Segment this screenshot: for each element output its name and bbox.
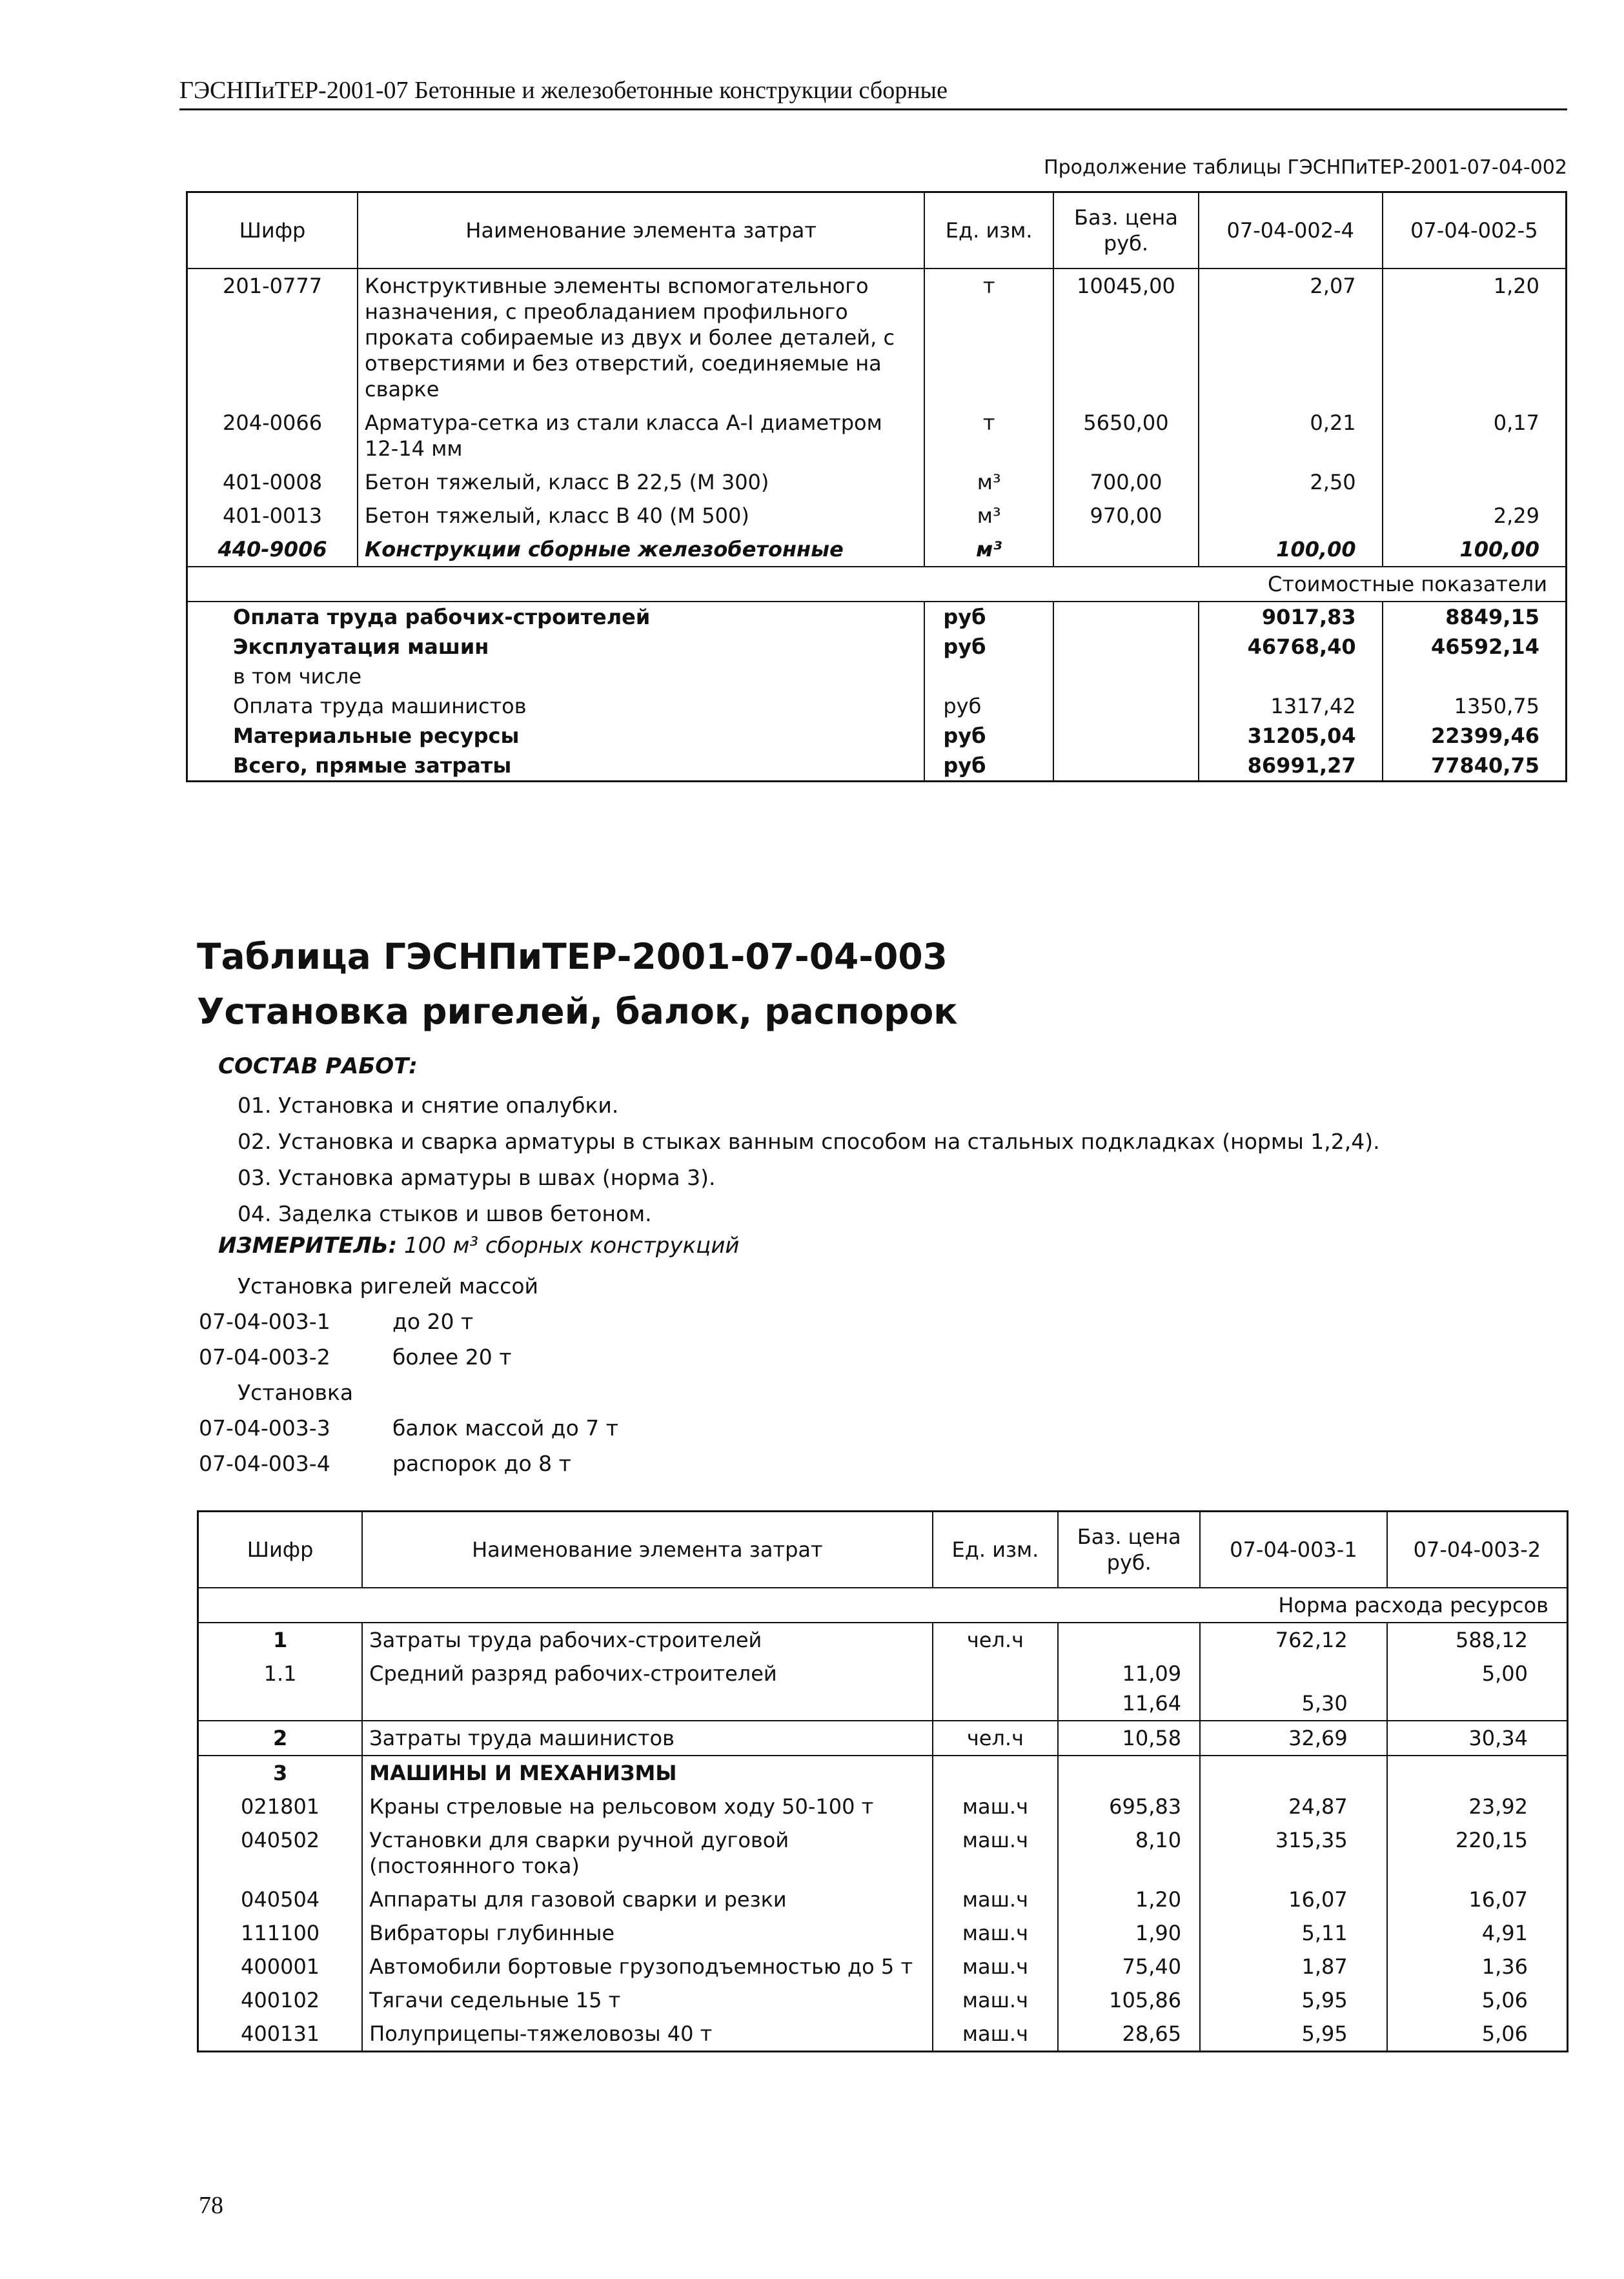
table-cell: 100,00 <box>1199 532 1383 567</box>
table-cell: 1 <box>198 1623 363 1657</box>
code-row <box>199 1304 618 1339</box>
summary-row <box>187 662 1567 691</box>
table-cell: 5,06 <box>1387 2017 1568 2052</box>
table-cell <box>1199 662 1383 691</box>
norm-codes <box>199 1268 618 1481</box>
column-header: Баз. цена руб. <box>1058 1512 1200 1588</box>
table-cell: в том числе <box>187 662 925 691</box>
table-cell: Материальные ресурсы <box>187 721 925 751</box>
table-cell: 588,12 <box>1387 1623 1568 1657</box>
table-cell: 040504 <box>198 1883 363 1916</box>
table-cell: 1,87 <box>1200 1950 1387 1983</box>
table-cell: 3 <box>198 1756 363 1790</box>
code-row <box>199 1339 618 1375</box>
page-number: 78 <box>199 2192 223 2219</box>
table-cell <box>1383 662 1567 691</box>
table-cell: 5,00 <box>1387 1657 1568 1690</box>
table-cell: 23,92 <box>1387 1790 1568 1823</box>
table-continuation-note: Продолжение таблицы ГЭСНПиТЕР-2001-07-04-002 <box>1044 156 1567 179</box>
table-cell: маш.ч <box>933 2017 1059 2052</box>
table-row <box>198 1983 1568 2017</box>
table-cell: Бетон тяжелый, класс В 22,5 (М 300) <box>358 465 924 499</box>
table-cell <box>933 1756 1059 1790</box>
table-cell: руб <box>924 691 1053 721</box>
table-cell <box>1058 1623 1200 1657</box>
table-cell: руб <box>924 632 1053 662</box>
table-cell <box>198 1690 363 1721</box>
table-cell: Оплата труда рабочих-строителей <box>187 602 925 632</box>
table-row <box>198 1657 1568 1690</box>
work-item: 02. Установка и сварка арматуры в стыках ванным способом на стальных подкладках (нормы 1,2,4). <box>238 1129 1380 1154</box>
table-cell: 22399,46 <box>1383 721 1567 751</box>
table-cell <box>1387 1756 1568 1790</box>
table-cell: 77840,75 <box>1383 751 1567 782</box>
measure-unit <box>218 1233 740 1259</box>
table-cell: маш.ч <box>933 1983 1059 2017</box>
table-cell: 16,07 <box>1200 1883 1387 1916</box>
table-cell: Стоимостные показатели <box>187 567 1567 602</box>
table-cell <box>1387 1690 1568 1721</box>
table-row <box>198 1623 1568 1657</box>
table-cell: 5,95 <box>1200 1983 1387 2017</box>
table-cell <box>1053 632 1199 662</box>
norm-description: до 20 т <box>392 1309 474 1334</box>
table-cell: 401-0008 <box>187 465 358 499</box>
summary-row <box>187 602 1567 632</box>
table-cell: 9017,83 <box>1199 602 1383 632</box>
table-cell: Полуприцепы-тяжеловозы 40 т <box>362 2017 932 2052</box>
work-item: 04. Заделка стыков и швов бетоном. <box>238 1201 652 1226</box>
table-cell: 11,64 <box>1058 1690 1200 1721</box>
table-cell: 46592,14 <box>1383 632 1567 662</box>
table-row <box>187 406 1567 465</box>
column-header: Наименование элемента затрат <box>362 1512 932 1588</box>
table-row <box>187 268 1567 406</box>
column-header: Наименование элемента затрат <box>358 192 924 269</box>
table-cell: 400001 <box>198 1950 363 1983</box>
work-item: 01. Установка и снятие опалубки. <box>238 1093 619 1118</box>
resource-table-003 <box>197 1510 1568 2052</box>
summary-row <box>187 751 1567 782</box>
works-list <box>238 1088 1380 1232</box>
table-cell: маш.ч <box>933 1823 1059 1883</box>
column-header: Баз. цена руб. <box>1053 192 1199 269</box>
table-cell: 16,07 <box>1387 1883 1568 1916</box>
table-cell: Тягачи седельные 15 т <box>362 1983 932 2017</box>
table-header-row <box>187 192 1567 269</box>
table-cell: Всего, прямые затраты <box>187 751 925 782</box>
works-heading: СОСТАВ РАБОТ: <box>218 1053 418 1079</box>
table-header-row <box>198 1512 1568 1588</box>
table-cell: 204-0066 <box>187 406 358 465</box>
column-header: 07-04-003-2 <box>1387 1512 1568 1588</box>
table-cell: 5,95 <box>1200 2017 1387 2052</box>
table-row <box>198 1823 1568 1883</box>
summary-row <box>187 721 1567 751</box>
table-title: Таблица ГЭСНПиТЕР-2001-07-04-003 <box>197 936 948 977</box>
table-cell <box>1053 662 1199 691</box>
table-cell: руб <box>924 602 1053 632</box>
table-cell <box>362 1690 932 1721</box>
section-row <box>198 1588 1568 1623</box>
table-cell: м³ <box>924 532 1053 567</box>
table-cell: 100,00 <box>1383 532 1567 567</box>
column-header: Ед. изм. <box>924 192 1053 269</box>
measure-value: 100 м³ сборных конструкций <box>404 1233 740 1259</box>
table-cell: 401-0013 <box>187 499 358 532</box>
table-cell: 46768,40 <box>1199 632 1383 662</box>
table-cell: Бетон тяжелый, класс В 40 (М 500) <box>358 499 924 532</box>
table-cell: 5,06 <box>1387 1983 1568 2017</box>
table-row <box>198 1790 1568 1823</box>
table-row <box>198 1721 1568 1756</box>
column-header: 07-04-002-4 <box>1199 192 1383 269</box>
table-cell <box>1200 1657 1387 1690</box>
column-header: 07-04-002-5 <box>1383 192 1567 269</box>
summary-row <box>187 632 1567 662</box>
table-row <box>187 532 1567 567</box>
table-cell: 700,00 <box>1053 465 1199 499</box>
table-row <box>198 1756 1568 1790</box>
table-row <box>198 2017 1568 2052</box>
column-header: Шифр <box>198 1512 363 1588</box>
table-cell: 5,11 <box>1200 1916 1387 1950</box>
table-cell: Затраты труда рабочих-строителей <box>362 1623 932 1657</box>
table-cell: 5,30 <box>1200 1690 1387 1721</box>
table-cell: 10045,00 <box>1053 268 1199 406</box>
table-cell: 2 <box>198 1721 363 1756</box>
column-header: Шифр <box>187 192 358 269</box>
norm-code: 07-04-003-2 <box>199 1344 330 1370</box>
work-item: 03. Установка арматуры в швах (норма 3). <box>238 1165 716 1190</box>
table-cell: 315,35 <box>1200 1823 1387 1883</box>
norm-description: более 20 т <box>392 1344 512 1370</box>
table-cell: т <box>924 406 1053 465</box>
table-cell: 2,29 <box>1383 499 1567 532</box>
table-cell: Установки для сварки ручной дуговой (постоянного тока) <box>362 1823 932 1883</box>
table-cell: Краны стреловые на рельсовом ходу 50-100 т <box>362 1790 932 1823</box>
table-cell <box>1383 465 1567 499</box>
table-cell: маш.ч <box>933 1790 1059 1823</box>
table-cell: м³ <box>924 499 1053 532</box>
table-cell: 8849,15 <box>1383 602 1567 632</box>
table-cell: МАШИНЫ И МЕХАНИЗМЫ <box>362 1756 932 1790</box>
table-cell: 11,09 <box>1058 1657 1200 1690</box>
table-cell: 5650,00 <box>1053 406 1199 465</box>
table-cell: маш.ч <box>933 1916 1059 1950</box>
column-header: Ед. изм. <box>933 1512 1059 1588</box>
norm-description: распорок до 8 т <box>392 1451 571 1476</box>
table-cell <box>933 1657 1059 1690</box>
table-cell: маш.ч <box>933 1883 1059 1916</box>
table-cell: 1.1 <box>198 1657 363 1690</box>
table-cell: 86991,27 <box>1199 751 1383 782</box>
table-cell <box>924 662 1053 691</box>
table-cell: 440-9006 <box>187 532 358 567</box>
table-cell: 28,65 <box>1058 2017 1200 2052</box>
table-cell <box>933 1690 1059 1721</box>
table-cell: 695,83 <box>1058 1790 1200 1823</box>
table-cell: 1,20 <box>1383 268 1567 406</box>
table-cell: 8,10 <box>1058 1823 1200 1883</box>
table-cell: Конструктивные элементы вспомогательного назначения, с преобладанием профильного проката собираемые из двух и более деталей, с отверстиями и без отверстий, соединяемые на сварке <box>358 268 924 406</box>
table-cell <box>1199 499 1383 532</box>
table-cell: 2,50 <box>1199 465 1383 499</box>
table-cell: 040502 <box>198 1823 363 1883</box>
table-cell: руб <box>924 721 1053 751</box>
table-cell: чел.ч <box>933 1721 1059 1756</box>
table-cell: Автомобили бортовые грузоподъемностью до 5 т <box>362 1950 932 1983</box>
table-cell: 4,91 <box>1387 1916 1568 1950</box>
table-cell: 0,21 <box>1199 406 1383 465</box>
table-cell: Оплата труда машинистов <box>187 691 925 721</box>
table-subtitle: Установка ригелей, балок, распорок <box>197 991 958 1032</box>
table-cell: 31205,04 <box>1199 721 1383 751</box>
table-cell: 105,86 <box>1058 1983 1200 2017</box>
table-cell: 400131 <box>198 2017 363 2052</box>
section-row <box>187 567 1567 602</box>
table-cell: маш.ч <box>933 1950 1059 1983</box>
table-cell: чел.ч <box>933 1623 1059 1657</box>
table-cell: 220,15 <box>1387 1823 1568 1883</box>
table-cell <box>1200 1756 1387 1790</box>
table-row <box>198 1950 1568 1983</box>
table-cell: Норма расхода ресурсов <box>198 1588 1568 1623</box>
table-cell: 1350,75 <box>1383 691 1567 721</box>
table-cell <box>1053 532 1199 567</box>
code-row <box>199 1446 618 1481</box>
table-row <box>198 1690 1568 1721</box>
table-cell: 970,00 <box>1053 499 1199 532</box>
table-cell: 1317,42 <box>1199 691 1383 721</box>
norm-description: балок массой до 7 т <box>392 1415 619 1441</box>
norm-code: 07-04-003-1 <box>199 1309 330 1334</box>
table-row <box>187 465 1567 499</box>
table-cell: 762,12 <box>1200 1623 1387 1657</box>
summary-row <box>187 691 1567 721</box>
table-cell: т <box>924 268 1053 406</box>
table-cell <box>1058 1756 1200 1790</box>
table-row <box>198 1883 1568 1916</box>
table-cell: 201-0777 <box>187 268 358 406</box>
table-cell: руб <box>924 751 1053 782</box>
norm-code: 07-04-003-4 <box>199 1451 330 1476</box>
table-cell <box>1053 721 1199 751</box>
table-cell: 021801 <box>198 1790 363 1823</box>
table-cell: Аппараты для газовой сварки и резки <box>362 1883 932 1916</box>
table-cell: Затраты труда машинистов <box>362 1721 932 1756</box>
resource-table-002 <box>186 191 1567 782</box>
table-cell <box>1053 602 1199 632</box>
table-cell: 111100 <box>198 1916 363 1950</box>
table-cell: Средний разряд рабочих-строителей <box>362 1657 932 1690</box>
codes-heading: Установка ригелей массой <box>238 1273 538 1299</box>
norm-code: 07-04-003-3 <box>199 1415 330 1441</box>
table-cell: Эксплуатация машин <box>187 632 925 662</box>
table-cell: 2,07 <box>1199 268 1383 406</box>
table-cell: м³ <box>924 465 1053 499</box>
table-cell <box>1053 691 1199 721</box>
table-cell: 24,87 <box>1200 1790 1387 1823</box>
table-cell: Вибраторы глубинные <box>362 1916 932 1950</box>
table-cell <box>1053 751 1199 782</box>
table-cell: 400102 <box>198 1983 363 2017</box>
measure-label: ИЗМЕРИТЕЛЬ: <box>218 1233 398 1259</box>
table-cell: 1,36 <box>1387 1950 1568 1983</box>
codes-heading: Установка <box>238 1380 354 1405</box>
column-header: 07-04-003-1 <box>1200 1512 1387 1588</box>
table-cell: 30,34 <box>1387 1721 1568 1756</box>
table-cell: 0,17 <box>1383 406 1567 465</box>
table-row <box>187 499 1567 532</box>
page-header: ГЭСНПиТЕР-2001-07 Бетонные и железобетонные конструкции сборные <box>179 76 1567 110</box>
table-cell: Арматура-сетка из стали класса А-I диаметром 12-14 мм <box>358 406 924 465</box>
table-cell: Конструкции сборные железобетонные <box>358 532 924 567</box>
table-cell: 1,90 <box>1058 1916 1200 1950</box>
code-row <box>199 1410 618 1446</box>
table-cell: 10,58 <box>1058 1721 1200 1756</box>
table-cell: 32,69 <box>1200 1721 1387 1756</box>
table-row <box>198 1916 1568 1950</box>
table-cell: 75,40 <box>1058 1950 1200 1983</box>
table-cell: 1,20 <box>1058 1883 1200 1916</box>
